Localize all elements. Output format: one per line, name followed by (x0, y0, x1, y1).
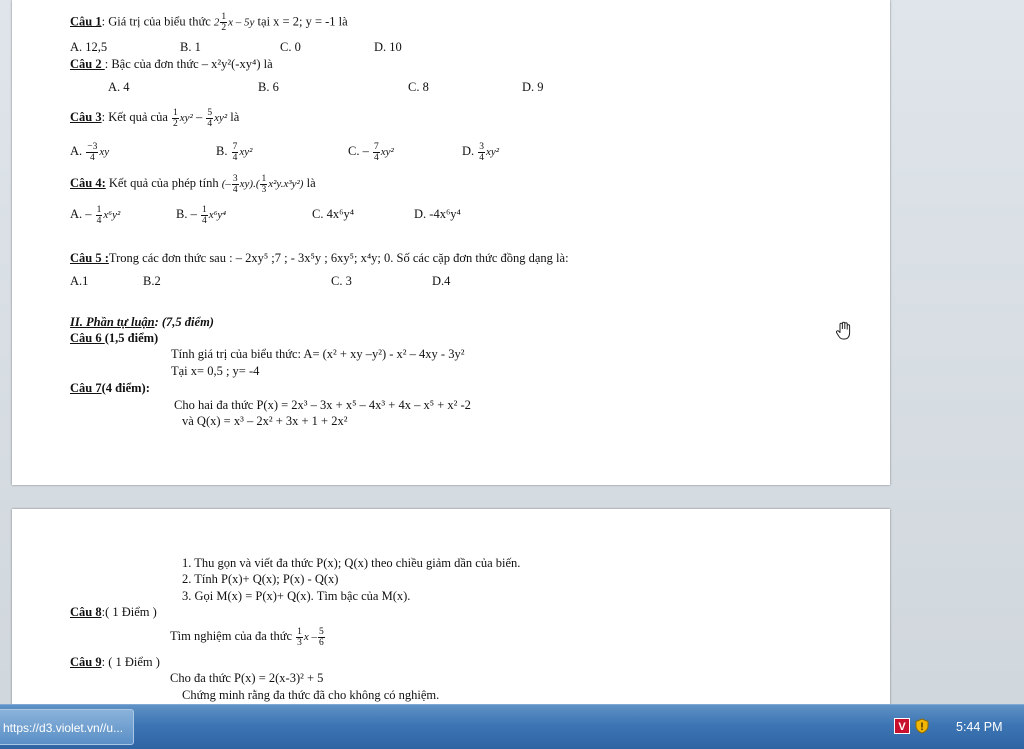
q3-text: : Kết quả của (101, 110, 168, 124)
q8-f1-den: 3 (297, 637, 302, 648)
q8-body (170, 624, 326, 649)
q3-d-label: D. (462, 144, 475, 158)
q3-option-d (462, 140, 499, 163)
q3-b-num: 7 (232, 141, 238, 152)
q5-option-a: A.1 (70, 274, 89, 288)
q3-c-den: 4 (373, 152, 379, 163)
q3-b-frac (232, 142, 239, 163)
q4-frac-2 (260, 174, 267, 195)
q8-frac-1 (296, 627, 303, 648)
q3-f1-den: 2 (173, 118, 178, 129)
q5-option-b: B.2 (143, 274, 161, 288)
question-9 (70, 655, 160, 670)
q4-b-frac (201, 205, 208, 226)
q3-option-b (216, 140, 252, 163)
q4-b-den: 4 (201, 215, 207, 226)
q3-minus: – (195, 110, 203, 124)
q8-points: :( 1 Điểm ) (101, 605, 157, 619)
q3-option-a (70, 140, 109, 163)
q6-line-1: Tính giá trị của biểu thức: A= (x² + xy –y²) - x² – 4xy - 3y² (171, 347, 465, 361)
q7-subtask-3: 3. Gọi M(x) = P(x)+ Q(x). Tìm bậc của M(x). (182, 589, 411, 603)
q6-line-2: Tại x= 0,5 ; y= -4 (171, 364, 260, 378)
q7-points: (4 điểm): (101, 381, 150, 395)
q1-num: 1 (221, 12, 227, 22)
q4-option-d: D. -4x⁶y⁴ (414, 207, 461, 221)
q2-title: Câu 2 (70, 57, 105, 71)
q4-f1-num: 3 (232, 173, 238, 184)
question-8 (70, 605, 157, 620)
q1-option-c: C. 0 (280, 40, 301, 54)
q4-title: Câu 4: (70, 176, 106, 190)
q3-a-term: xy (99, 146, 110, 158)
q3-b-label: B. (216, 144, 228, 158)
q7-subtask-1: 1. Thu gọn và viết đa thức P(x); Q(x) theo chiều giảm dần của biến. (182, 556, 521, 570)
q4-p1: (– (221, 178, 231, 190)
q9-title: Câu 9 (70, 655, 102, 669)
q4-f2-den: 3 (261, 184, 267, 195)
q7-line-2: và Q(x) = x³ – 2x² + 3x + 1 + 2x² (182, 414, 348, 428)
q4-frac-1 (232, 174, 239, 195)
q3-f2-num: 5 (207, 107, 213, 118)
q8-frac-2 (318, 627, 325, 648)
question-6 (70, 331, 158, 346)
q4-a-den: 4 (96, 215, 102, 226)
q4-b-label: B. – (176, 207, 197, 221)
q3-c-frac (373, 142, 380, 163)
q1-option-a: A. 12,5 (70, 40, 108, 54)
q8-mid: x – (303, 631, 318, 643)
q3-d-term: xy² (486, 146, 500, 158)
document-page-1 (12, 0, 890, 485)
q1-fraction (220, 12, 227, 33)
q4-text: Kết quả của phép tính (105, 176, 219, 190)
section-title: II. Phần tự luận (70, 315, 155, 329)
q4-a-label: A. – (70, 207, 92, 221)
q4-option-b (176, 203, 226, 226)
q4-b-term: x⁶y⁴ (208, 209, 227, 221)
question-2 (70, 57, 273, 72)
q5-text: Trong các đơn thức sau : – 2xy⁵ ;7 ; - 3x⁵y ; 6xy⁵; x⁴y; 0. Số các cặp đơn thức đồng dạng là: (108, 251, 569, 265)
q3-c-label: C. – (348, 144, 369, 158)
question-3 (70, 106, 239, 129)
q3-title: Câu 3 (70, 110, 102, 124)
security-shield-icon[interactable] (914, 718, 930, 734)
q5-option-c: C. 3 (331, 274, 352, 288)
q3-option-c (348, 140, 394, 163)
section-points: : (7,5 điểm) (154, 315, 214, 329)
q1-title: Câu 1 (70, 14, 102, 29)
q4-b-num: 1 (201, 204, 207, 215)
q4-a-frac (96, 205, 103, 226)
q3-d-den: 4 (479, 152, 485, 163)
q8-text: Tìm nghiệm của đa thức (170, 629, 293, 643)
q3-b-den: 4 (232, 152, 238, 163)
q3-c-num: 7 (373, 141, 379, 152)
q4-tail: là (306, 176, 316, 190)
q7-line-1: Cho hai đa thức P(x) = 2x³ – 3x + x⁵ – 4x³ + 4x – x⁵ + x² -2 (174, 398, 471, 412)
antivirus-tray-icon[interactable]: V (894, 718, 910, 734)
q5-title: Câu 5 : (70, 251, 109, 265)
question-7 (70, 381, 150, 396)
q4-f2-num: 1 (261, 173, 267, 184)
q8-f1-num: 1 (297, 626, 302, 637)
question-5 (70, 251, 569, 266)
q2-text: : Bậc của đơn thức – x²y²(-xy⁴) là (104, 57, 273, 71)
q3-term-1: xy² (179, 112, 193, 124)
q2-option-b: B. 6 (258, 80, 279, 94)
q4-f1-den: 4 (232, 184, 238, 195)
q3-a-label: A. (70, 144, 83, 158)
q3-frac-1 (172, 108, 179, 129)
system-tray (894, 705, 1024, 749)
q3-frac-2 (206, 108, 213, 129)
q1-cond: tại x = 2; y = -1 là (257, 14, 348, 29)
q6-title: Câu 6 (70, 331, 105, 345)
q3-b-term: xy² (239, 146, 253, 158)
q1-option-b: B. 1 (180, 40, 201, 54)
q3-a-num: −3 (87, 141, 98, 152)
q1-whole: 2 (213, 16, 220, 29)
q8-f2-num: 5 (319, 626, 324, 637)
q6-points: (1,5 điểm) (104, 331, 159, 345)
question-1 (70, 12, 348, 33)
q3-f2-den: 4 (207, 118, 213, 129)
section-essay-heading (70, 315, 214, 330)
q8-title: Câu 8 (70, 605, 102, 619)
q2-option-a: A. 4 (108, 80, 130, 94)
q4-option-c: C. 4x⁶y⁴ (312, 207, 355, 221)
q7-subtask-2: 2. Tính P(x)+ Q(x); P(x) - Q(x) (182, 572, 339, 586)
q3-a-den: 4 (89, 152, 95, 163)
q3-f1-num: 1 (173, 107, 178, 118)
q8-f2-den: 6 (319, 637, 324, 648)
q3-a-frac (86, 142, 98, 163)
q2-option-d: D. 9 (522, 80, 544, 94)
q2-option-c: C. 8 (408, 80, 429, 94)
q3-term-2: xy² (214, 112, 228, 124)
q9-points: : ( 1 Điểm ) (101, 655, 160, 669)
q5-option-d: D.4 (432, 274, 451, 288)
q4-a-num: 1 (96, 204, 102, 215)
taskbar-browser-button[interactable]: https://d3.violet.vn//u... (0, 709, 134, 745)
q1-expr: x – 5y (228, 16, 255, 29)
q9-line-2: Chứng minh rằng đa thức đã cho không có nghiệm. (182, 688, 440, 702)
q4-m1: xy).( (239, 178, 260, 190)
q1-option-d: D. 10 (374, 40, 402, 54)
q9-line-1: Cho đa thức P(x) = 2(x-3)² + 5 (170, 671, 324, 685)
q7-title: Câu 7 (70, 381, 102, 395)
q1-den: 2 (221, 23, 227, 33)
hand-cursor-icon (834, 321, 854, 341)
q4-m2: x²y.x³y²) (268, 178, 304, 190)
q3-d-frac (478, 142, 485, 163)
q1-text: : Giá trị của biểu thức (101, 14, 211, 29)
q3-d-num: 3 (479, 141, 485, 152)
q4-a-term: x⁶y² (103, 209, 121, 221)
document-page-2 (12, 509, 890, 719)
taskbar (0, 704, 1024, 749)
question-4 (70, 172, 316, 195)
q3-c-term: xy² (380, 146, 394, 158)
q3-tail: là (230, 110, 240, 124)
taskbar-clock[interactable]: 5:44 PM (956, 720, 1003, 734)
q4-option-a (70, 203, 120, 226)
